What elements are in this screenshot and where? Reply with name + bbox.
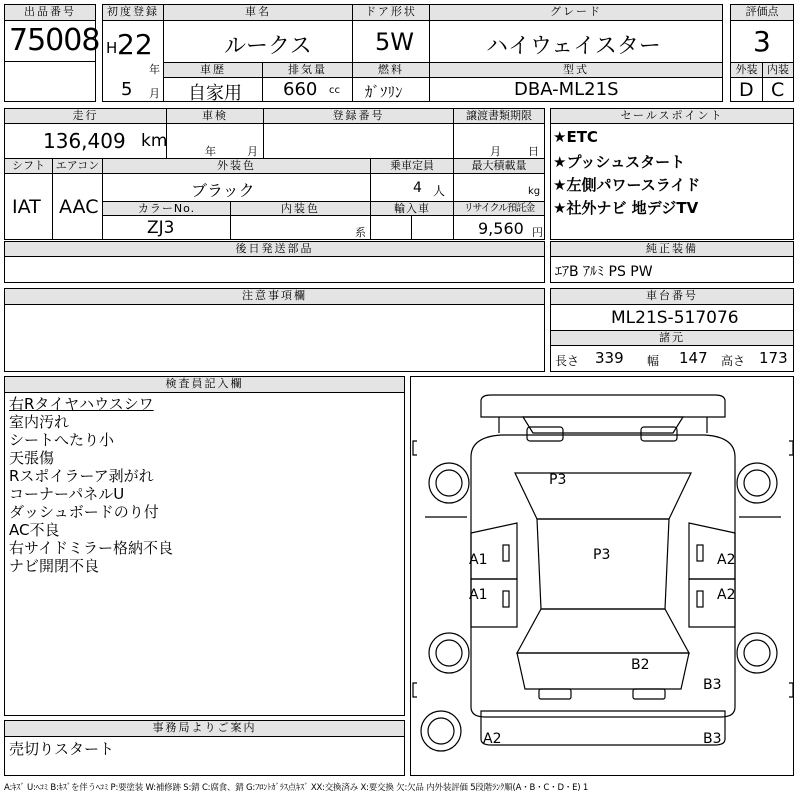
- int-color-label: 内装色: [230, 201, 371, 216]
- transfer-day-unit: 日: [528, 145, 539, 158]
- office-text: 売切りスタート: [9, 740, 115, 758]
- chassis-cell: [550, 304, 794, 331]
- model-label: 型式: [429, 62, 723, 78]
- reg-no-label: 登録番号: [263, 108, 454, 124]
- displacement-unit: cc: [329, 85, 340, 96]
- capacity-unit: 人: [433, 184, 446, 198]
- month-unit: 月: [149, 87, 160, 100]
- inspector-label: 検査員記入欄: [4, 376, 405, 393]
- sales-point-1: ★ETC: [553, 128, 598, 146]
- chassis-value: ML21S-517076: [611, 308, 739, 328]
- displacement: 660: [283, 79, 318, 100]
- height: 173: [759, 349, 788, 367]
- transfer-label: 譲渡書類期限: [453, 108, 545, 124]
- car-name-cell: [163, 20, 353, 63]
- history-label: 車歴: [163, 62, 263, 78]
- lot-blank: [4, 61, 96, 102]
- office-cell: [4, 736, 405, 776]
- inspector-line-1: 右Rタイヤハウスシワ: [9, 395, 154, 413]
- mark-left-rear-door: A1: [469, 587, 488, 603]
- genuine-cell: [550, 256, 794, 283]
- notes-label: 注意事項欄: [4, 288, 545, 305]
- footer-legend: A:ｷｽﾞ U:ﾍｺﾐ B:ｷｽﾞを伴うﾍｺﾐ P:要塗装 W:補修跡 S:錆 C:腐食、錆 G:ﾌﾛﾝﾄｶﾞﾗｽ点ｷｽﾞ XX:交換済み X:要交換 欠:欠品 内外装評価 5段階ﾗﾝｸ順(A・B・C・D・E) 1: [4, 783, 589, 793]
- car-diagram: [410, 376, 794, 776]
- door: 5W: [375, 28, 414, 56]
- exterior: D: [739, 79, 754, 101]
- int-color-unit: 系: [355, 226, 366, 239]
- load-unit: kg: [528, 186, 541, 197]
- color-no-cell: [102, 215, 231, 240]
- mark-rear-bumper-left: A2: [483, 731, 502, 747]
- int-color-cell: [230, 215, 371, 240]
- car-outline: [411, 377, 795, 777]
- dims-label: 諸元: [550, 330, 794, 346]
- displacement-label: 排気量: [262, 62, 353, 78]
- history-cell: [163, 77, 263, 102]
- capacity: 4: [413, 180, 422, 196]
- inspector-cell: [4, 392, 405, 716]
- recycle: 9,560: [478, 219, 524, 238]
- sales-points-cell: [550, 123, 794, 240]
- sales-points-label: セールスポイント: [550, 108, 794, 124]
- recycle-label: リサイクル預託金: [453, 201, 545, 216]
- fuel-label: 燃料: [352, 62, 430, 78]
- mileage: 136,409: [43, 129, 126, 153]
- sales-point-2: ★プッシュスタート: [553, 153, 686, 171]
- ac-label: エアコン: [52, 158, 103, 174]
- inspection-cell: [166, 123, 264, 159]
- capacity-cell: [370, 173, 454, 202]
- mark-right-front-door: A2: [717, 552, 736, 568]
- inspection-label: 車検: [166, 108, 264, 124]
- capacity-label: 乗車定員: [370, 158, 454, 174]
- mileage-unit: km: [141, 131, 168, 151]
- mark-roof: P3: [593, 547, 611, 563]
- shift-cell: [4, 173, 53, 240]
- notes-cell: [4, 304, 545, 372]
- length-label: 長さ: [555, 354, 580, 368]
- later-parts-label: 後日発送部品: [4, 241, 545, 257]
- inspector-line-3: シートへたり小: [9, 431, 115, 449]
- grade: ハイウェイスター: [486, 34, 661, 59]
- year: 22: [117, 28, 153, 61]
- reg-no-cell: [263, 123, 454, 159]
- ac-cell: [52, 173, 103, 240]
- displacement-cell: [262, 77, 353, 102]
- length: 339: [595, 349, 624, 367]
- transfer-cell: [453, 123, 545, 159]
- width: 147: [679, 349, 708, 367]
- import-cell-a: [370, 215, 412, 240]
- score: 3: [753, 25, 771, 58]
- model: DBA-ML21S: [514, 79, 619, 100]
- color-label: 外装色: [102, 158, 371, 174]
- sales-point-4: ★社外ナビ 地デジTV: [553, 199, 699, 217]
- inspector-line-7: ダッシュボードのり付: [9, 503, 159, 521]
- history: 自家用: [188, 83, 242, 104]
- genuine-value: ｴｱB ｱﾙﾐ PS PW: [555, 264, 653, 280]
- height-label: 高さ: [721, 354, 746, 368]
- recycle-unit: 円: [532, 226, 543, 239]
- fuel-cell: [352, 77, 430, 102]
- grade-label: グレード: [429, 4, 723, 21]
- width-label: 幅: [647, 354, 660, 368]
- inspector-line-2: 室内汚れ: [9, 413, 70, 431]
- score-label: 評価点: [730, 4, 794, 21]
- car-name-label: 車名: [163, 4, 353, 21]
- ac: AAC: [59, 196, 99, 218]
- chassis-label: 車台番号: [550, 288, 794, 305]
- load-label: 最大積載量: [453, 158, 545, 174]
- inspector-line-8: AC不良: [9, 521, 60, 539]
- exterior-label: 外装: [730, 62, 763, 78]
- lot-no: 75008: [9, 23, 100, 58]
- first-reg-label: 初度登録: [102, 4, 164, 21]
- import-label: 輸入車: [370, 201, 454, 216]
- shift-label: シフト: [4, 158, 53, 174]
- inspector-line-9: 右サイドミラー格納不良: [9, 539, 173, 557]
- car-name: ルークス: [224, 34, 312, 59]
- lot-no-label: 出品番号: [4, 4, 96, 21]
- load-cell: [453, 173, 545, 202]
- mileage-cell: [4, 123, 167, 159]
- office-label: 事務局よりご案内: [4, 720, 405, 737]
- dims-cell: [550, 345, 794, 372]
- import-cell-b: [411, 215, 454, 240]
- interior-cell: [762, 77, 794, 102]
- mileage-label: 走行: [4, 108, 167, 124]
- color-no: ZJ3: [147, 218, 175, 238]
- inspector-line-4: 天張傷: [9, 449, 55, 467]
- month: 5: [121, 79, 133, 100]
- inspection-year-unit: 年: [205, 145, 216, 158]
- mark-right-rear-wheel: B3: [703, 677, 722, 693]
- door-cell: [352, 20, 430, 63]
- interior: C: [771, 79, 785, 101]
- genuine-label: 純正装備: [550, 241, 794, 257]
- inspector-line-10: ナビ開閉不良: [9, 557, 100, 575]
- model-cell: [429, 77, 723, 102]
- recycle-cell: [453, 215, 545, 240]
- mark-left-front-door: A1: [469, 552, 488, 568]
- inspector-line-6: コーナーパネルU: [9, 485, 125, 503]
- mark-tailgate: B2: [631, 657, 650, 673]
- shift: IAT: [12, 196, 41, 218]
- score-cell: [730, 20, 794, 63]
- grade-cell: [429, 20, 723, 63]
- first-reg-cell: [102, 20, 164, 102]
- mark-right-rear-door: A2: [717, 587, 736, 603]
- exterior-cell: [730, 77, 763, 102]
- mark-rear-bumper-right: B3: [703, 731, 722, 747]
- interior-label: 内装: [762, 62, 794, 78]
- fuel: ｶﾞｿﾘﾝ: [365, 83, 403, 101]
- later-parts-cell: [4, 256, 545, 283]
- era: H: [106, 39, 118, 57]
- transfer-month-unit: 月: [490, 145, 501, 158]
- year-unit: 年: [149, 63, 160, 76]
- lot-no-cell: [4, 20, 100, 62]
- mark-hood: P3: [549, 472, 567, 488]
- door-label: ドア形状: [352, 4, 430, 21]
- color-no-label: カラーNo.: [102, 201, 231, 216]
- sales-point-3: ★左側パワースライド: [553, 176, 701, 194]
- color-cell: [102, 173, 371, 202]
- color: ブラック: [191, 181, 255, 200]
- inspector-line-5: Rスポイラーア剥がれ: [9, 467, 154, 485]
- inspection-month-unit: 月: [247, 145, 258, 158]
